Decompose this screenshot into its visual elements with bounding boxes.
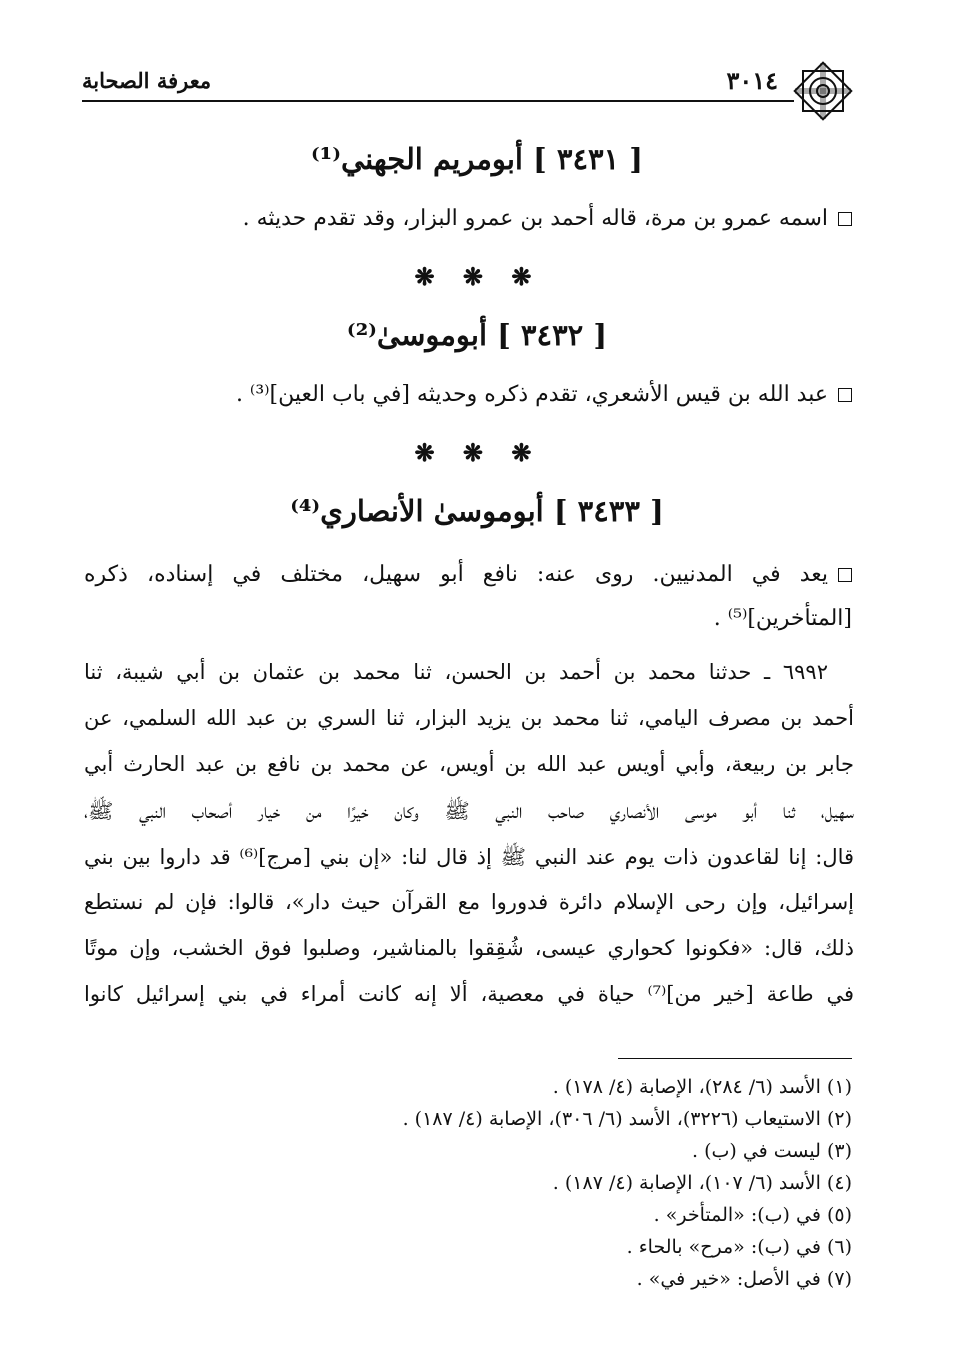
hadith-line: قال: إنا لقاعدون ذات يوم عند النبي ﷺ إذ قال لنا: «إن بني [مرج]⁽⁶⁾ قد داروا بين بني xyxy=(84,845,855,869)
hadith-line: أحمد بن مصرف اليامي، ثنا محمد بن يزيد البزار، ثنا السري بن عبد الله السلمي، عن xyxy=(84,706,854,730)
page-header xyxy=(82,62,852,102)
star-ornament-icon xyxy=(790,58,856,124)
hadith-line: جابر بن ربيعة، وأبي أويس عبد الله بن أويس، عن محمد بن نافع بن عبد الحارث أبي xyxy=(84,752,854,776)
entry-heading: [ ٣٤٣٢ ] أبوموسىٰ⁽²⁾ xyxy=(346,318,608,352)
entry-text-content: يعد في المدنيين. روى عنه: نافع أبو سهيل، مختلف في إسناده، ذكره xyxy=(84,562,828,587)
entry-heading: [ ٣٤٣١ ] أبومريم الجهني⁽¹⁾ xyxy=(310,142,644,176)
checkbox-square-icon xyxy=(838,568,852,582)
entry-text-continued: [المتأخرين]⁽⁵⁾ . xyxy=(713,606,852,631)
checkbox-square-icon xyxy=(838,212,852,226)
footnote: (٧) في الأصل: «خير في» . xyxy=(636,1268,852,1290)
book-title: معرفة الصحابة xyxy=(82,68,212,93)
entry-text xyxy=(236,382,852,407)
footnote: (٥) في (ب): «المتأخر» . xyxy=(653,1204,852,1226)
footnote: (٦) في (ب): «مرح» بالحاء . xyxy=(626,1236,852,1258)
hadith-line: في طاعة [خير من]⁽⁷⁾ حياة في معصية، ألا إنه كانت أمراء في بني إسرائيل كانوا xyxy=(84,982,855,1006)
hadith-line: سهيل، ثنا أبو موسى الأنصاري صاحب النبي ﷺ وكان خيرًا من خيار أصحاب النبي ﷺ، xyxy=(84,799,854,823)
entry-text-content: عبد الله بن قيس الأشعري، تقدم ذكره وحديثه [في باب العين]⁽³⁾ . xyxy=(235,382,828,407)
hadith-line: إسرائيل، وإن رحى الإسلام دائرة فدوروا مع القرآن حيث دار»، قالوا: فإن لم نستطع xyxy=(84,890,854,914)
entry-heading: [ ٣٤٣٣ ] أبوموسىٰ الأنصاري⁽⁴⁾ xyxy=(290,494,664,528)
section-separator: ❋ ❋ ❋ xyxy=(414,438,542,467)
entry-text-content: اسمه عمرو بن مرة، قاله أحمد بن عمرو البزار، وقد تقدم حديثه . xyxy=(242,206,828,231)
footnote: (٣) ليست في (ب) . xyxy=(691,1140,852,1162)
page-number: ٣٠١٤ xyxy=(726,66,778,95)
hadith-line: ٦٩٩٢ ـ حدثنا محمد بن أحمد بن الحسن، ثنا محمد بن عثمان بن أبي شيبة، ثنا xyxy=(84,660,828,684)
entry-text xyxy=(84,562,852,587)
hadith-line: ذلك، قال: «فكونوا كحواري عيسى، شُقِقوا بالمناشير، وصلبوا فوق الخشب، وإن موتًا xyxy=(84,936,854,960)
footnote: (٤) الأسد (٦/ ١٠٧)، الإصابة (٤/ ١٨٧) . xyxy=(552,1172,852,1194)
section-separator: ❋ ❋ ❋ xyxy=(414,262,542,291)
footnote: (٢) الاستيعاب (٣٢٢٦)، الأسد (٦/ ٣٠٦)، الإصابة (٤/ ١٨٧) . xyxy=(402,1108,852,1130)
checkbox-square-icon xyxy=(838,388,852,402)
footnote-divider xyxy=(618,1058,852,1059)
entry-text xyxy=(243,206,852,231)
footnote: (١) الأسد (٦/ ٢٨٤)، الإصابة (٤/ ١٧٨) . xyxy=(552,1076,852,1098)
header-divider xyxy=(82,100,794,102)
